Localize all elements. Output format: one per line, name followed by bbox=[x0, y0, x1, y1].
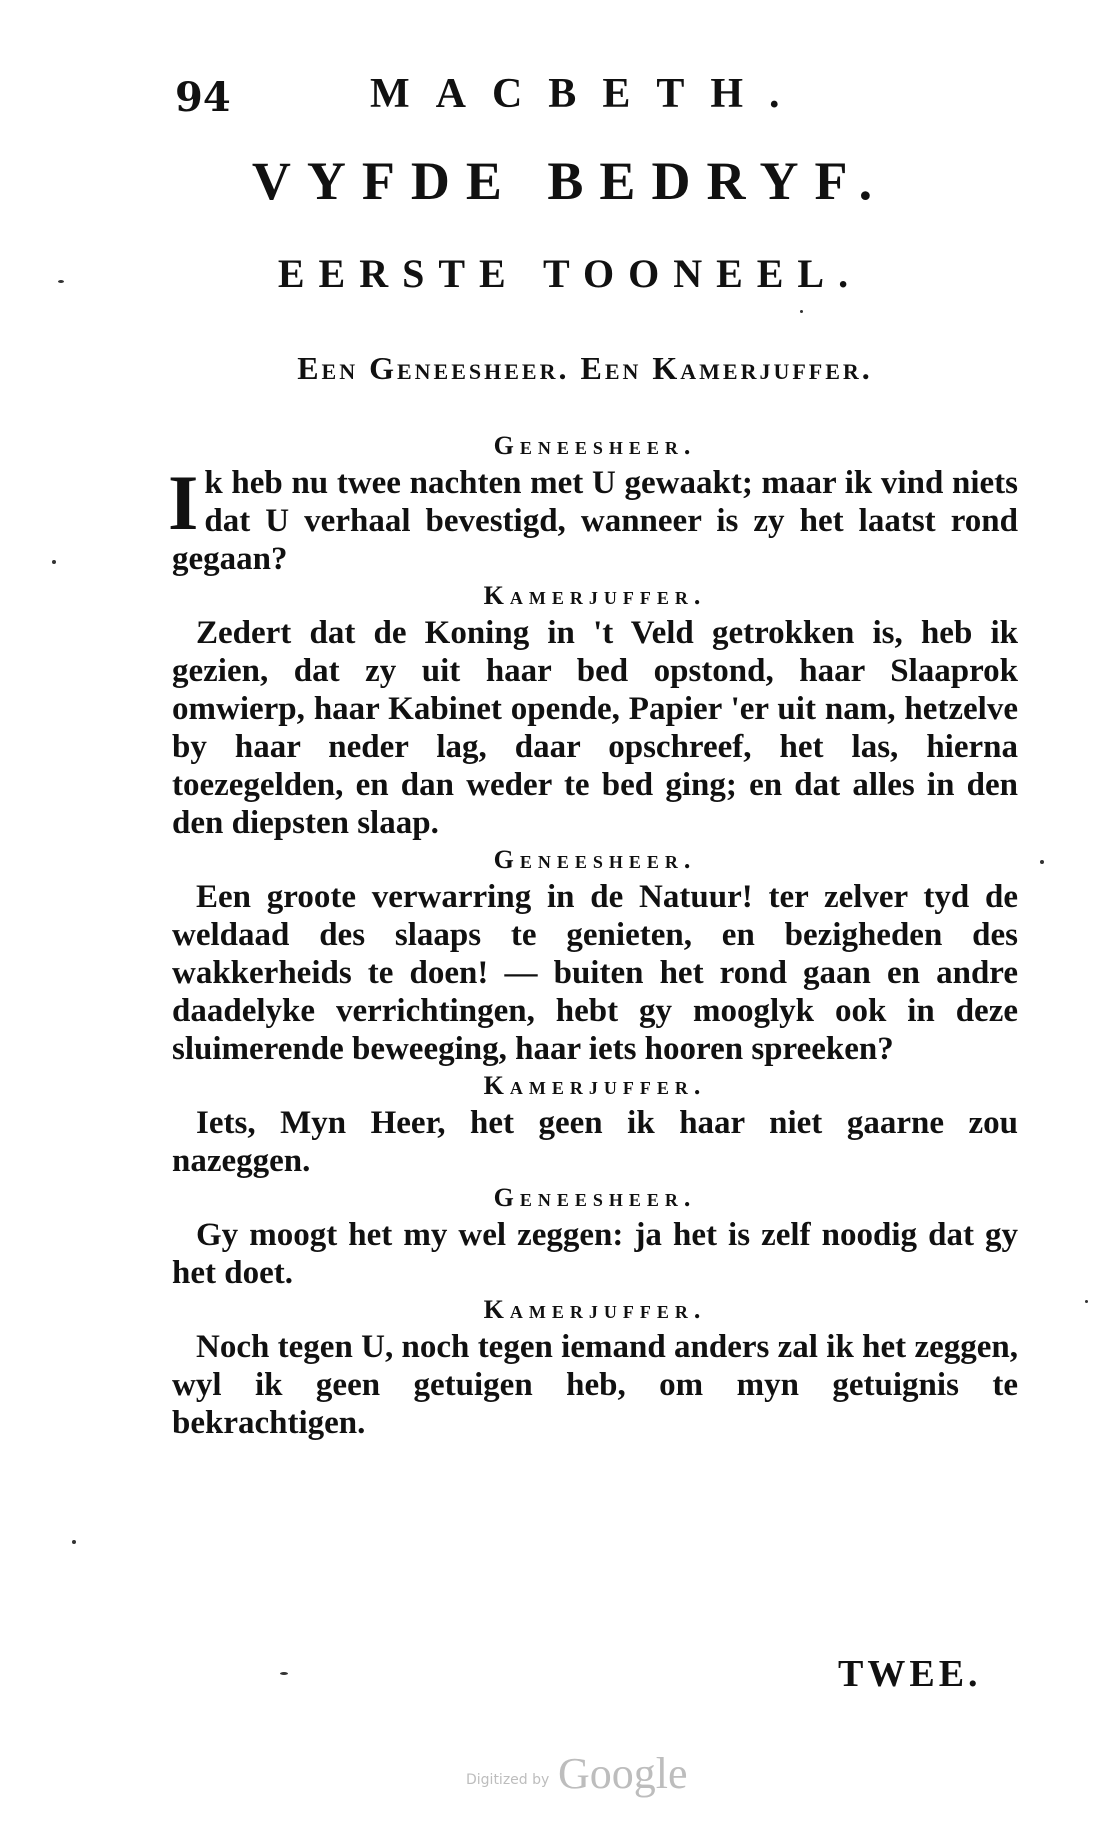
speech: Een groote verwarring in de Natuur! ter zelver tyd de weldaad des slaaps te genieten, en bezigheden des wakkerheids te doen! — buiten het rond gaan en andre daadelyke verrichtingen, hebt gy mooglyk ook in deze sluimerende beweeging, haar iets hooren spreeken? bbox=[172, 879, 1018, 1067]
ink-speck bbox=[58, 280, 64, 283]
watermark-prefix: Digitized by bbox=[466, 1772, 550, 1788]
running-head bbox=[175, 70, 875, 130]
dramatis-personae: Een Geneesheer. Een Kamerjuffer. bbox=[297, 350, 873, 386]
scene-title: EERSTE TOONEEL. bbox=[277, 251, 863, 296]
ink-speck bbox=[72, 1540, 76, 1544]
ink-speck bbox=[52, 560, 56, 564]
speaker-label: Geneesheer. bbox=[493, 431, 697, 460]
speech: Noch tegen U, noch tegen iemand anders zal ik het zeggen, wyl ik geen getuigen heb, om myn getuignis te bekrachtigen. bbox=[172, 1329, 1018, 1441]
ink-speck bbox=[800, 310, 803, 313]
drop-cap: I bbox=[168, 459, 199, 546]
speech-text: k heb nu twee nachten met U gewaakt; maar ik vind niets dat U verhaal bevestigd, wanneer is zy het laatst rond gegaan? bbox=[172, 465, 1018, 577]
speech bbox=[168, 459, 1018, 578]
speaker-label: Kamerjuffer. bbox=[483, 581, 707, 610]
catchword: TWEE. bbox=[838, 1653, 982, 1695]
speech: Zedert dat de Koning in 't Veld getrokken is, heb ik gezien, dat zy uit haar bed opstond, haar Slaaprok omwierp, haar Kabinet opende, Papier 'er uit nam, hetzelve by haar neder lag, daar opschreef, het las, hierna toezegelden, en dan weder te bed ging; en dat alles in den den diepsten slaap. bbox=[172, 615, 1018, 841]
speaker-label: Geneesheer. bbox=[493, 845, 697, 874]
digitization-watermark bbox=[466, 1748, 706, 1798]
page-number: 94 bbox=[175, 74, 231, 121]
speaker-label: Kamerjuffer. bbox=[483, 1071, 707, 1100]
speaker-label: Kamerjuffer. bbox=[483, 1295, 707, 1324]
ink-speck bbox=[1040, 860, 1044, 864]
running-title: MACBETH. bbox=[370, 71, 806, 117]
speech: Gy moogt het my wel zeggen: ja het is zelf noodig dat gy het doet. bbox=[172, 1217, 1018, 1291]
speech: Iets, Myn Heer, het geen ik haar niet gaarne zou nazeggen. bbox=[172, 1105, 1018, 1179]
act-title: VYFDE BEDRYF. bbox=[251, 151, 889, 211]
watermark-brand: Google bbox=[558, 1749, 688, 1798]
ink-speck bbox=[1085, 1300, 1088, 1303]
dialogue bbox=[168, 428, 1018, 1442]
ink-speck bbox=[280, 1672, 288, 1675]
speaker-label: Geneesheer. bbox=[493, 1183, 697, 1212]
